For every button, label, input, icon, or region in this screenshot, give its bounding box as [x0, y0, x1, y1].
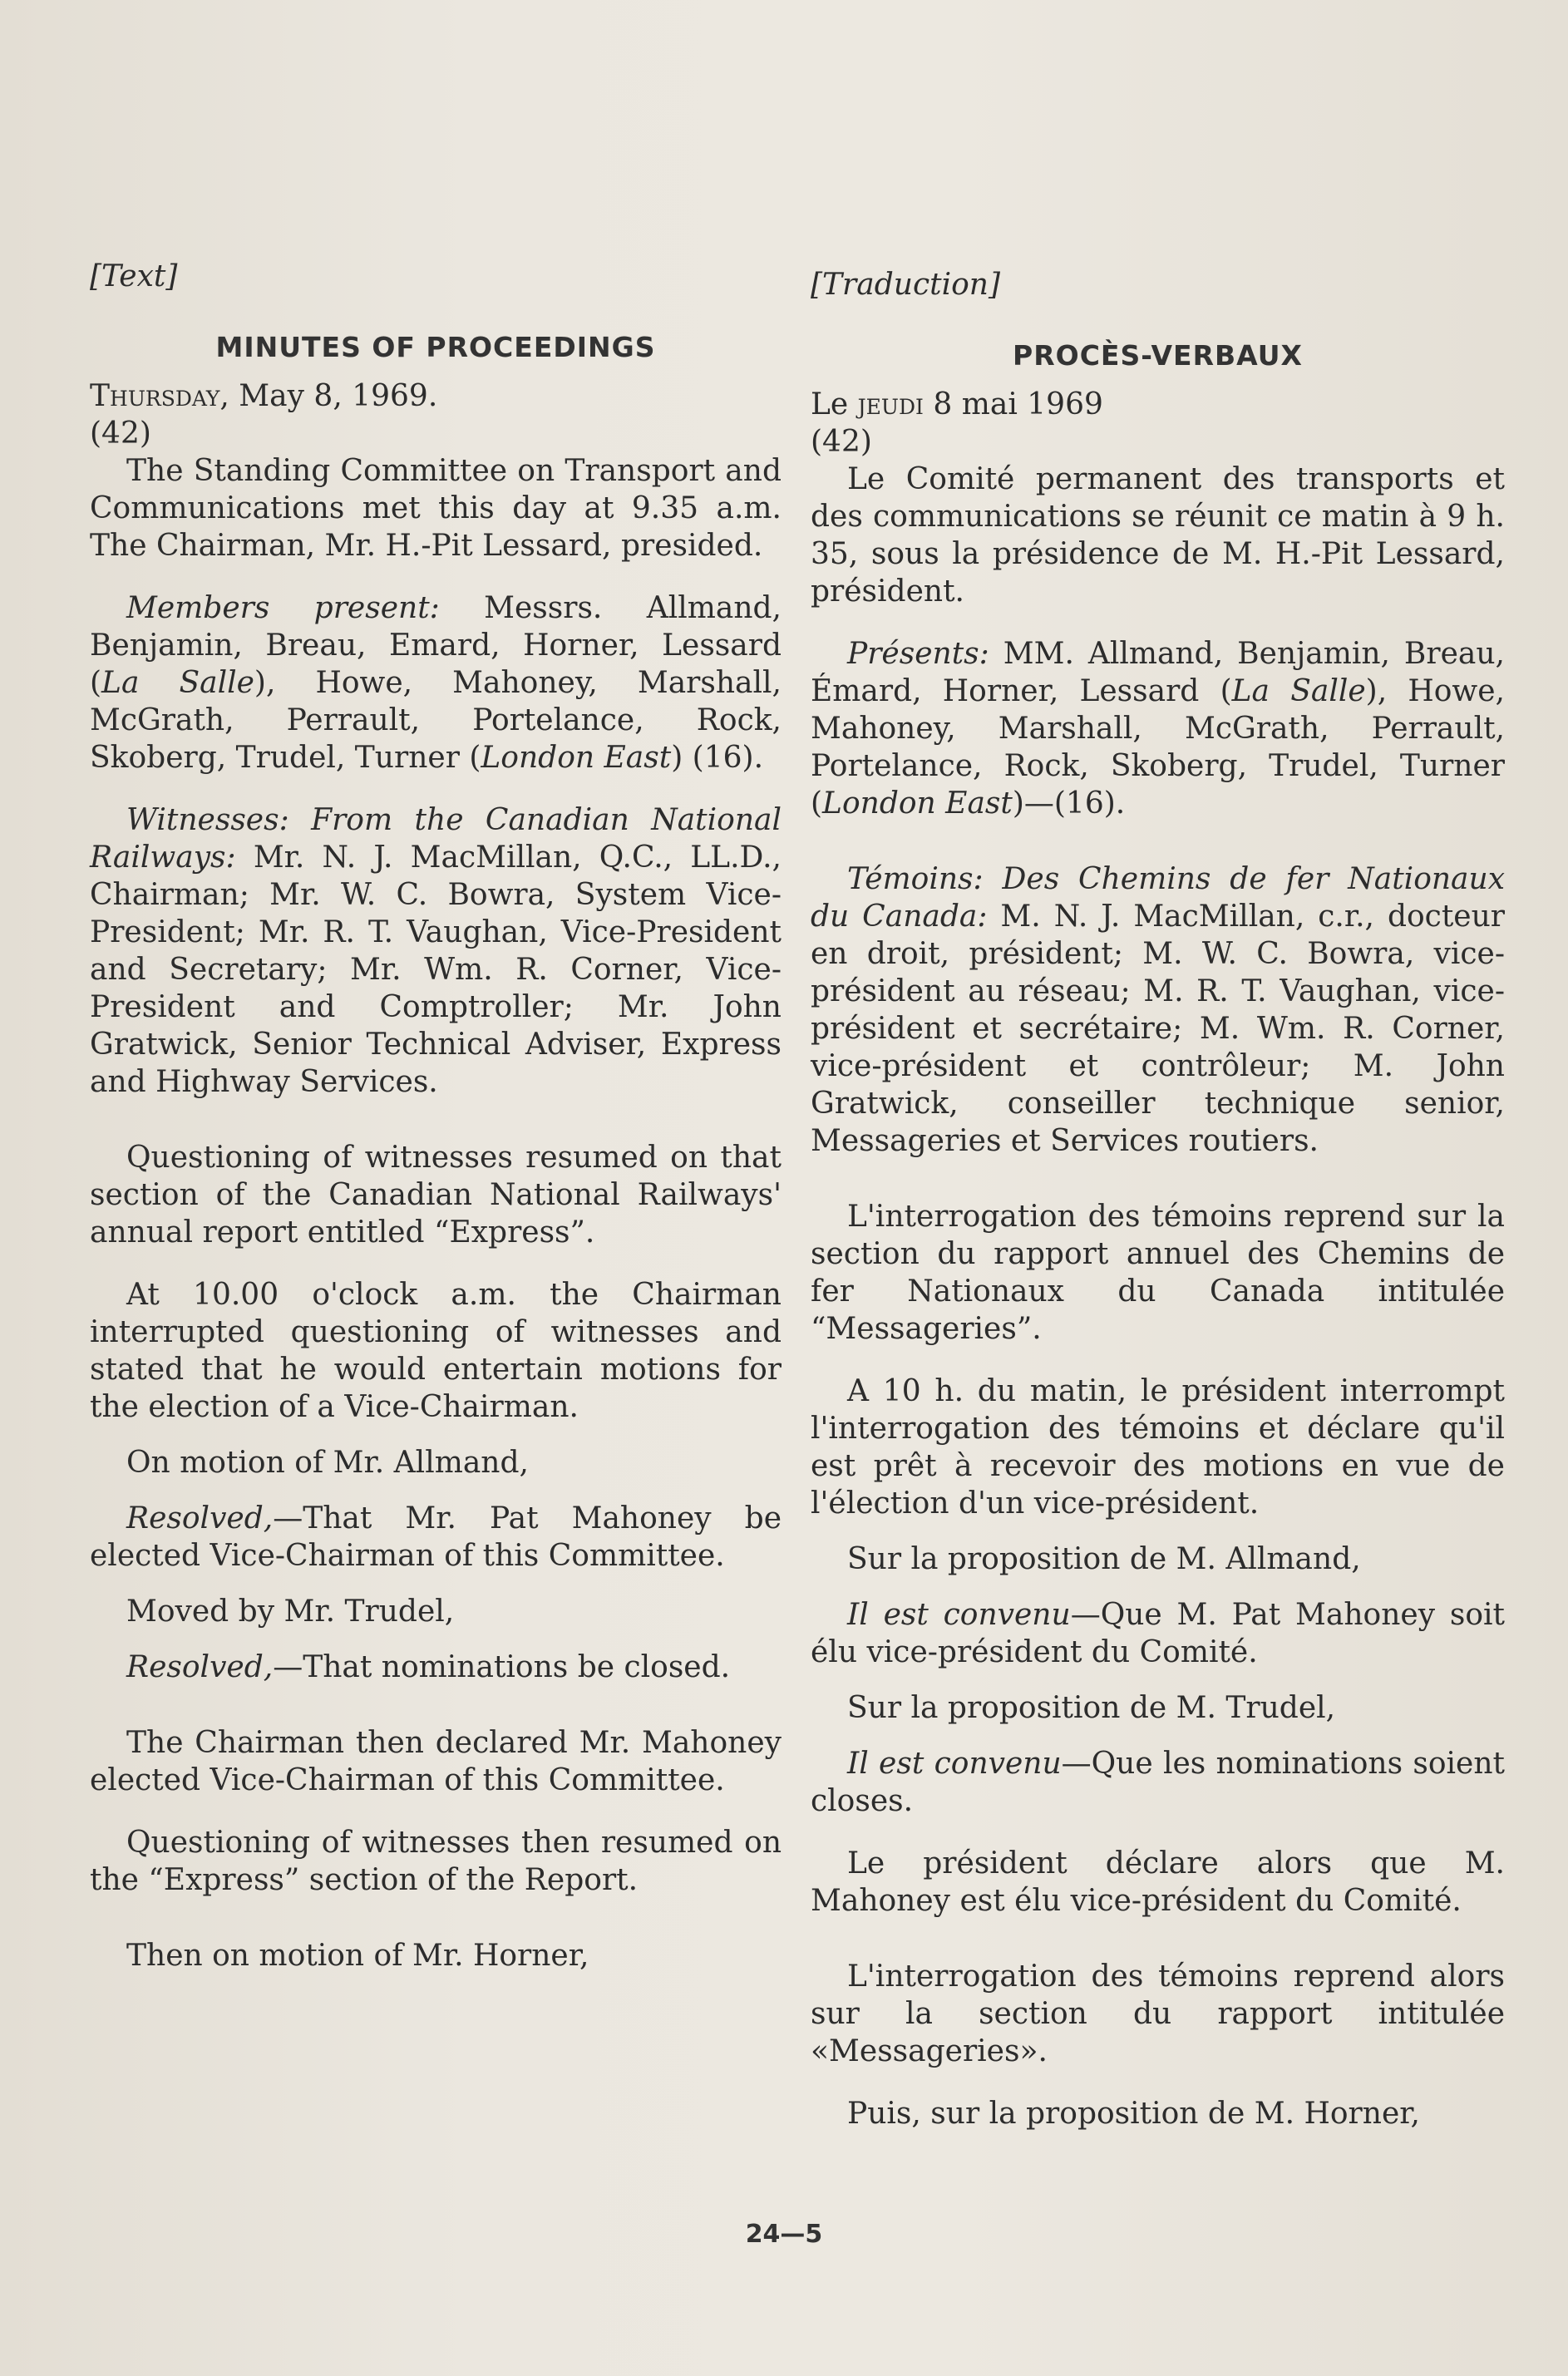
motion-allmand-fr: Sur la proposition de M. Allmand,	[847, 1542, 1361, 1576]
meeting-number-fr: (42)	[811, 425, 872, 459]
date-day: Thursday	[90, 379, 220, 413]
resolution-nominations: Resolved,—That nominations be closed.	[126, 1650, 731, 1684]
witnesses-label: Witnesses: From the Canadian National Railways:	[90, 803, 782, 875]
opening-paragraph-fr: Le Comité permanent des transports et des communications se réunit ce matin à 9 h. 35, sous la présidence de M. H.-Pit Lessard, président.	[811, 462, 1505, 609]
interruption-paragraph: At 10.00 o'clock a.m. the Chairman interrupted questioning of witnesses and stated that he would entertain motions for the election of a Vice-Chairman.	[90, 1278, 782, 1424]
page-folio: 24—5	[745, 2220, 823, 2249]
questioning-paragraph: Questioning of witnesses resumed on that section of the Canadian National Railways' annual report entitled “Express”.	[90, 1141, 782, 1250]
english-column	[90, 258, 782, 1974]
motion-allmand: On motion of Mr. Allmand,	[126, 1446, 529, 1480]
resolution-vice-president: Il est convenu—Que M. Pat Mahoney soit élu vice-président du Comité.	[811, 1598, 1505, 1669]
presents-paragraph: Présents: MM. Allmand, Benjamin, Breau, Émard, Horner, Lessard (La Salle), Howe, Mahoney, Marshall, McGrath, Perrault, Portelance, Rock, Skoberg, Trudel, Turner (London East)—(16).	[811, 637, 1505, 821]
interrogation-paragraph: L'interrogation des témoins reprend sur la section du rapport annuel des Chemins de fer Nationaux du Canada intitulée “Messageries”.	[811, 1200, 1505, 1346]
meeting-date-fr: Le jeudi 8 mai 1969	[811, 387, 1103, 421]
resolution-nominations-fr: Il est convenu—Que les nominations soient closes.	[811, 1747, 1505, 1818]
temoins-label: Témoins: Des Chemins de fer Nationaux du Canada:	[811, 862, 1505, 934]
resumed-paragraph-fr: L'interrogation des témoins reprend alors sur la section du rapport intitulée «Messageries».	[811, 1959, 1505, 2068]
text-label: [Text]	[90, 259, 178, 293]
resolution-vice-chairman: Resolved,—That Mr. Pat Mahoney be elected Vice-Chairman of this Committee.	[90, 1501, 782, 1573]
presents-label: Présents:	[847, 637, 989, 671]
declaration-paragraph-fr: Le président déclare alors que M. Mahoney est élu vice-président du Comité.	[811, 1846, 1505, 1918]
temoins-paragraph: Témoins: Des Chemins de fer Nationaux du Canada: M. N. J. MacMillan, c.r., docteur en droit, président; M. W. C. Bowra, vice-président au réseau; M. R. T. Vaughan, vice-président et secrétaire; M. Wm. R. Corner, vice-président et contrôleur; M. John Gratwick, conseiller technique senior, Messageries et Services routiers.	[811, 862, 1505, 1158]
french-column	[811, 258, 1505, 2132]
date-rest: , May 8, 1969.	[219, 379, 438, 413]
members-present-label: Members present:	[126, 591, 440, 625]
motion-horner-fr: Puis, sur la proposition de M. Horner,	[847, 2097, 1420, 2131]
proces-verbaux-heading: PROCÈS-VERBAUX	[1013, 339, 1303, 372]
meeting-number: (42)	[90, 417, 151, 451]
witnesses-paragraph: Witnesses: From the Canadian National Railways: Mr. N. J. MacMillan, Q.C., LL.D., Chairman; Mr. W. C. Bowra, System Vice-President; Mr. R. T. Vaughan, Vice-President and Secretary; Mr. Wm. R. Corner, Vice-President and Comptroller; Mr. John Gratwick, Senior Technical Adviser, Express and Highway Services.	[90, 803, 782, 1099]
members-present-paragraph: Members present: Messrs. Allmand, Benjamin, Breau, Emard, Horner, Lessard (La Salle), Howe, Mahoney, Marshall, McGrath, Perrault, Portelance, Rock, Skoberg, Trudel, Turner (London East) (16).	[90, 591, 782, 775]
motion-horner: Then on motion of Mr. Horner,	[126, 1939, 589, 1973]
opening-paragraph: The Standing Committee on Transport and Communications met this day at 9.35 a.m. The Chairman, Mr. H.-Pit Lessard, presided.	[90, 454, 782, 563]
interruption-paragraph-fr: A 10 h. du matin, le président interrompt l'interrogation des témoins et déclare qu'il est prêt à recevoir des motions en vue de l'élection d'un vice-président.	[811, 1374, 1505, 1521]
motion-trudel-fr: Sur la proposition de M. Trudel,	[847, 1691, 1336, 1725]
minutes-heading: MINUTES OF PROCEEDINGS	[215, 331, 656, 363]
traduction-label: [Traduction]	[811, 268, 1001, 302]
meeting-date	[90, 377, 782, 415]
resumed-paragraph: Questioning of witnesses then resumed on the “Express” section of the Report.	[90, 1826, 782, 1897]
motion-trudel: Moved by Mr. Trudel,	[126, 1595, 455, 1629]
declaration-paragraph: The Chairman then declared Mr. Mahoney elected Vice-Chairman of this Committee.	[90, 1726, 782, 1797]
